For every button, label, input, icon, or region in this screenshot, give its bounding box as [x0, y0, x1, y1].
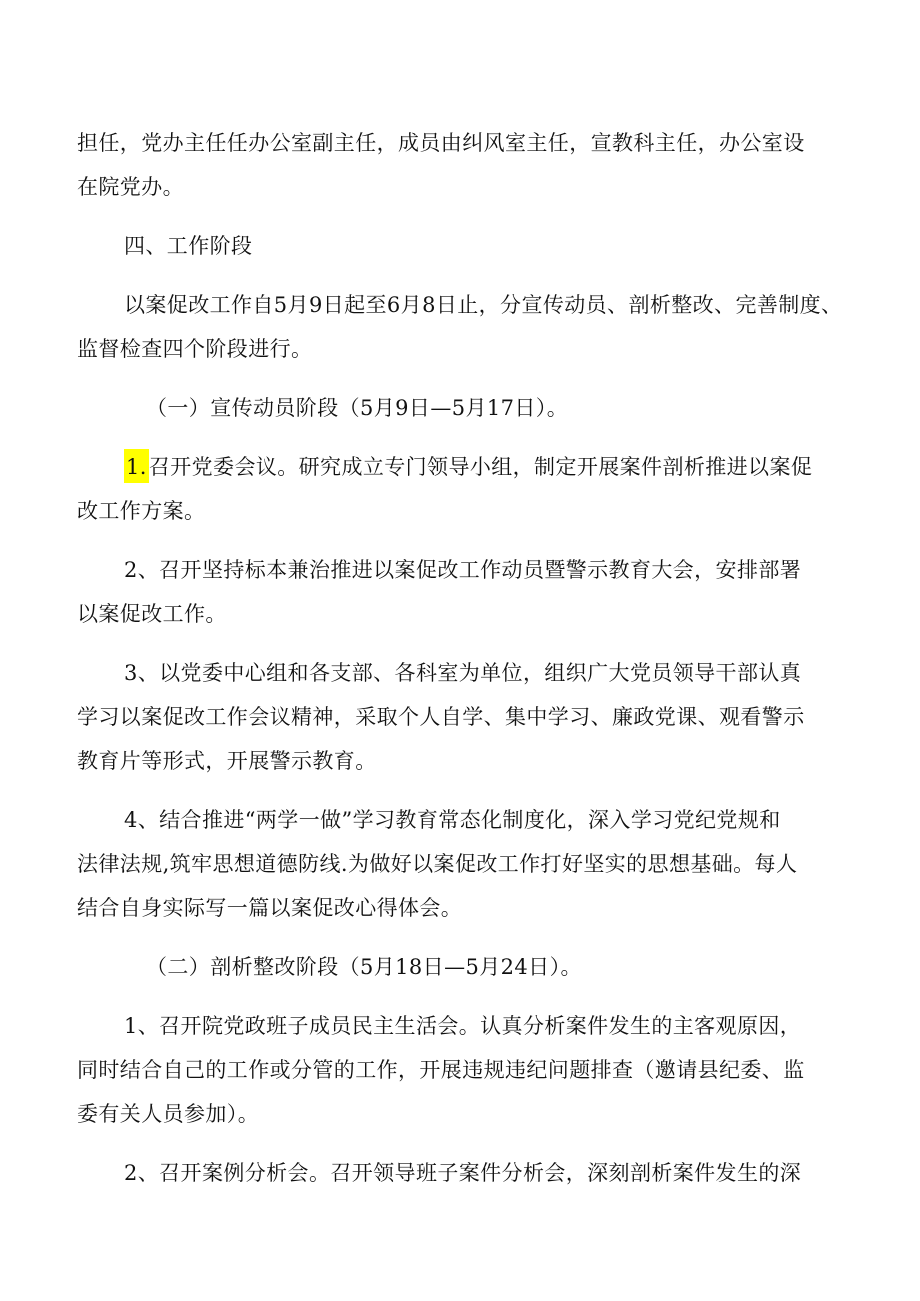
list-item-line: 4、结合推进“两学一做”学习教育常态化制度化，深入学习党纪党规和 [124, 808, 781, 832]
paragraph-line: 担任，党办主任任办公室副主任，成员由纠风室主任，宣教科主任，办公室设 [77, 131, 805, 155]
list-item-line [124, 452, 812, 482]
paragraph-line: 结合自身实际写一篇以案促改心得体会。 [77, 896, 463, 920]
subsection-heading: （一）宣传动员阶段（5月9日—5月17日）。 [146, 396, 569, 420]
paragraph-line: 同时结合自己的工作或分管的工作，开展违规违纪问题排查（邀请县纪委、监 [77, 1058, 805, 1082]
list-item-text: 召开党委会议。研究成立专门领导小组，制定开展案件剖析推进以案促 [148, 455, 813, 479]
highlighted-item-number: 1. [124, 449, 149, 483]
paragraph-line: 在院党办。 [77, 175, 184, 199]
subsection-heading: （二）剖析整改阶段（5月18日—5月24日）。 [146, 955, 582, 979]
list-item-line: 2、召开案例分析会。召开领导班子案件分析会，深刻剖析案件发生的深 [124, 1161, 802, 1185]
paragraph-line: 法律法规,筑牢思想道德防线.为做好以案促改工作打好坚实的思想基础。每人 [77, 852, 798, 876]
list-item-line: 2、召开坚持标本兼治推进以案促改工作动员暨警示教育大会，安排部署 [124, 558, 802, 582]
section-heading: 四、工作阶段 [124, 234, 253, 258]
paragraph-line: 以案促改工作自5月9日起至6月8日止，分宣传动员、剖析整改、完善制度、 [124, 293, 843, 317]
list-item-line: 3、以党委中心组和各支部、各科室为单位，组织广大党员领导干部认真 [124, 661, 802, 685]
paragraph-line: 教育片等形式，开展警示教育。 [77, 749, 377, 773]
paragraph-line: 改工作方案。 [77, 499, 206, 523]
paragraph-line: 监督检查四个阶段进行。 [77, 337, 313, 361]
paragraph-line: 学习以案促改工作会议精神，采取个人自学、集中学习、廉政党课、观看警示 [77, 705, 805, 729]
paragraph-line: 委有关人员参加）。 [77, 1102, 260, 1126]
paragraph-line: 以案促改工作。 [77, 602, 227, 626]
list-item-line: 1、召开院党政班子成员民主生活会。认真分析案件发生的主客观原因， [124, 1014, 802, 1038]
